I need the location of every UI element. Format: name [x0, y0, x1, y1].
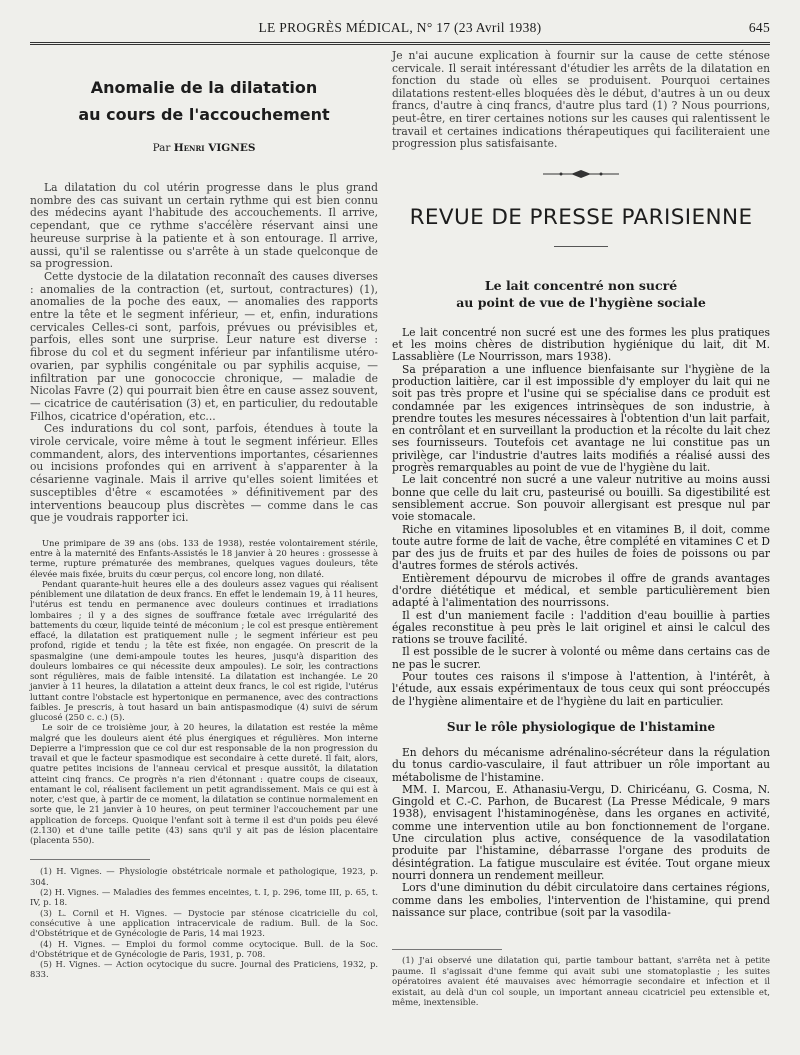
article-title-line-2: au cours de l'accouchement: [78, 105, 330, 124]
footnote: (5) H. Vignes. — Action ocytocique du sucre. Journal des Praticiens, 1932, p. 833.: [30, 959, 378, 980]
running-head: LE PROGRÈS MÉDICAL, N° 17 (23 Avril 1938): [258, 20, 542, 35]
press-article-body: [392, 327, 770, 919]
page-number: 645: [748, 20, 770, 35]
case-report: [30, 538, 378, 846]
body-paragraph: Entièrement dépourvu de microbes il offre de grands avantages d'ordre diététique et médical, et semble particulièrement bien adapté à l'alimentation des nourrissons.: [392, 571, 770, 610]
body-paragraph: Lors d'une diminution du débit circulatoire dans certaines régions, comme dans les embolies, l'intervention de l'histamine, qui prend naissance sur place, contribue (soit par la vasodila-: [392, 881, 770, 919]
body-paragraph: En dehors du mécanisme adrénalino-sécréteur dans la régulation du tonus cardio-vasculaire, il faut attribuer un rôle important au métabolisme de l'histamine.: [392, 745, 770, 784]
article-title-line-1: Anomalie de la dilatation: [90, 78, 318, 97]
body-paragraph: Le lait concentré non sucré a une valeur nutritive au moins aussi bonne que celle du lait cru, pasteurisé ou bouilli. Sa digestibilité est sensiblement accrue. Son pouvoir allergisant est presque nul par voie stomacale.: [392, 473, 770, 524]
body-paragraph: Riche en vitamines liposolubles et en vitamines B, il doit, comme toute autre forme de lait de vache, être complété en vitamines C et D par des jus de fruits et par des huiles de foies de poissons ou par d'autres formes de stérols activés.: [392, 522, 770, 573]
header-rule: [30, 42, 770, 45]
right-column: [392, 50, 770, 1009]
case-paragraph: Pendant quarante-huit heures elle a des douleurs assez vagues qui réalisent péniblement une dilatation de deux francs. En effet le lendemain 19, à 11 heures, l'utérus est tendu en permanence avec douleurs continues et irradiations lombaires ; il y a des signes de souffrance fœtale avec irrégularité des battements du cœur, liquide teinté de méconium ; le col est presque entièrement effacé, la dilatation est pratiquement nulle ; le segment inférieur est peu profond, rigide et tendu ; la tête est fixée, non engagée. On prescrit de la spasmalgine (une demi-ampoule toutes les heures, jusqu'à disparition des douleurs lombaires ce qui nécessite deux ampoules). Le soir, les contractions sont régulières, mais de faible intensité. La dilatation est inchangée. Le 20 janvier à 11 heures, la dilatation a atteint deux francs, le col est rigide, l'utérus luttant contre l'obstacle est hypertonique en permanence, avec des contractions faibles. Je prescris, à tout hasard un bain antispasmodique (4) suivi de sérum glucosé (250 c. c.) (5).: [30, 578, 378, 723]
press-article-title-line-1: Le lait concentré non sucré: [484, 277, 678, 293]
footnote: (4) H. Vignes. — Emploi du formol comme ocytocique. Bull. de la Soc. d'Obstétrique et de Gynécologie de Paris, 1931, p. 708.: [30, 938, 378, 959]
byline-prefix: Par: [152, 142, 171, 154]
body-paragraph: Ces indurations du col sont, parfois, étendues à toute la virole cervicale, voire même à tout le segment inférieur. Elles commandent, alors, des interventions importantes, césariennes ou incisions profondes qui en arrivent à s'apparenter à la césarienne vaginale. Mais il arrive qu'elles soient limitées et susceptibles d'être « escamotées » définitivement par des interventions beaucoup plus discrètes — comme dans le cas que je voudrais rapporter ici.: [30, 422, 378, 525]
continuation-paragraph: Je n'ai aucune explication à fournir sur la cause de cette sténose cervicale. Il serait intéressant d'étudier les arrêts de la dilatation en fonction du stade où elles se produisent. Pourquoi certaines dilatations restent-elles bloquées dès le début, d'autres à un ou deux francs, d'autre à cinq francs, d'autre plus tard (1) ? Nous pourrions, peut-être, en tirer certaines notions sur les causes qui ralentissent le travail et certaines indications thérapeutiques qui faciliteraient une progression plus satisfaisante.: [392, 49, 770, 151]
article-body: [30, 182, 378, 525]
case-paragraph: Une primipare de 39 ans (obs. 133 de 1938), restée volontairement stérile, entre à la maternité des Enfants-Assistés le 18 janvier à 20 heures : grossesse à terme, rupture prématurée des membranes, quelques vagues douleurs, tête élevée mais fixée, bruits du cœur perçus, col encore long, non dilaté.: [30, 537, 378, 579]
footnote: (2) H. Vignes. — Maladies des femmes enceintes, t. I, p. 296, tome III, p. 65, t. IV, p. 18.: [30, 887, 378, 908]
body-paragraph: La dilatation du col utérin progresse dans le plus grand nombre des cas suivant un certain rythme qui est bien connu des médecins ayant l'habitude des accouchements. Il arrive, cependant, que ce rythme s'accélère réservant ainsi une heureuse surprise à la patiente et à son entourage. Il arrive, aussi, qu'il se ralentisse ou s'arrête à un stade quelconque de sa progression.: [30, 181, 378, 271]
body-paragraph: Le lait concentré non sucré est une des formes les plus pratiques et les moins chères de distribution hygiénique du lait, dit M. Lassablière (Le Nourrisson, mars 1938).: [392, 325, 770, 364]
footnote: (1) J'ai observé une dilatation qui, partie tambour battant, s'arrêta net à petite paume. Il s'agissait d'une femme qui avait subi une stomatoplastie ; les suites opératoires avaient été mauvaises avec hémorragie secondaire et infection et il existait, au delà d'un col souple, un important anneau cicatriciel peu extensible et, même, inextensible.: [392, 956, 770, 1009]
body-paragraph: Il est possible de le sucrer à volonté ou même dans certains cas de ne pas le sucrer.: [392, 645, 770, 671]
footnote-rule: [392, 949, 502, 950]
page-header: [30, 20, 770, 42]
case-paragraph: Le soir de ce troisième jour, à 20 heures, la dilatation est restée la même malgré que les douleurs aient été plus énergiques et régulières. Mon interne Depierre a l'impression que ce col dur est responsable de la non progression du travail et que le facteur spasmodique est secondaire à cette dureté. Il fait, alors, quatre petites incisions de l'anneau cervical et presque aussitôt, la dilatation atteint cinq francs. Ce progrès n'a rien d'étonnant : quatre coups de ciseaux, entamant le col, réalisent facilement un petit agrandissement. Mais ce qui est à noter, c'est que, à partir de ce moment, la dilatation se continue normalement en sorte que, le 21 janvier à 10 heures, on peut terminer l'accouchement par une application de forceps. Quoique l'enfant soit à terme il est d'un poids peu élevé (2.130) et d'une taille petite (43) sans qu'il y ait pas de lésion placentaire (placenta 550).: [30, 722, 378, 846]
footnotes: [30, 866, 378, 979]
article-title: [30, 74, 378, 128]
footnote: (3) L. Cornil et H. Vignes. — Dystocie par sténose cicatricielle du col, consécutive à une application intracervicale de radium. Bull. de la Soc. d'Obstétrique et de Gynécologie de Paris, 14 mai 1923.: [30, 907, 378, 939]
footnote: (1) H. Vignes. — Physiologie obstétricale normale et pathologique, 1923, p. 304.: [30, 866, 378, 887]
ornament-divider: [392, 165, 770, 179]
continuation-text: [392, 50, 770, 151]
left-column: [30, 50, 378, 980]
section-masthead: REVUE DE PRESSE PARISIENNE: [409, 204, 753, 230]
body-paragraph: Sa préparation a une influence bienfaisante sur l'hygiène de la production laitière, car il est impossible d'y employer du lait qui ne soit pas très propre et l'usine qui se spécialise dans ce produit est condamnée par les exigences intrinsèques de son industrie, à prendre toutes les mesures nécessaires à l'obtention d'un lait parfait, en contrôlant et en surveillant la production et la récolte du lait chez ses fournisseurs. Toutefois cet avantage ne lui constitue pas un privilège, car l'industrie d'autres laits modifiés a réalisé aussi des progrès remarquables au point de vue de l'hygiène du lait.: [392, 362, 770, 475]
press-article-title-line-2: au point de vue de l'hygiène sociale: [456, 294, 706, 310]
byline: [30, 142, 378, 154]
body-paragraph: Cette dystocie de la dilatation reconnaît des causes diverses : anomalies de la contraction (et, surtout, contractures) (1), anomalies de la poche des eaux, — anomalies des rapports entre la tête et le segment inférieur, — et, enfin, indurations cervicales Celles-ci sont, parfois, prévues ou prévisibles et, parfois, elles sont une surprise. Leur nature est diverse : fibrose du col et du segment inférieur par infantilisme utéro-ovarien, par syphilis congénitale ou par syphilis acquise, — infiltration par une gonococcie chronique, — maladie de Nicolas Favre (2) qui pourrait bien être en cause assez souvent, — cicatrice de cautérisation (3) et, en particulier, du redoutable Filhos, cicatrice d'opération, etc...: [30, 269, 378, 423]
body-paragraph: Pour toutes ces raisons il s'impose à l'attention, à l'intérêt, à l'étude, aux essais expérimentaux de tous ceux qui sont préoccupés de l'hygiène alimentaire et de l'hygiène du lait en particulier.: [392, 670, 770, 708]
press-article-title: [392, 277, 770, 311]
footnote-rule: [30, 859, 150, 860]
body-paragraph: MM. I. Marcou, E. Athanasiu-Vergu, D. Chiricéanu, G. Cosma, N. Gingold et C.-C. Parhon, de Bucarest (La Presse Médicale, 9 mars 1938), envisagent l'histaminogénèse, dans les organes en activité, comme une intervention utile au bon fonctionnement de l'organe. Une circulation plus active, conséquence de la vasodilatation produite par l'histamine, débarrasse l'organe des produits de désintégration. La fatigue musculaire est évitée. Tout organe mieux nourri donnera un rendement meilleur.: [392, 782, 770, 882]
ornament-icon: [541, 168, 621, 180]
body-paragraph: Il est d'un maniement facile : l'addition d'eau bouillie à parties égales reconstitue à peu près le lait originel et ainsi le calcul des rations se trouve facilité.: [392, 608, 770, 647]
masthead-rule: [554, 246, 608, 247]
subsection-title: Sur le rôle physiologique de l'histamine: [446, 719, 716, 734]
author-name: Henri VIGNES: [173, 142, 256, 154]
